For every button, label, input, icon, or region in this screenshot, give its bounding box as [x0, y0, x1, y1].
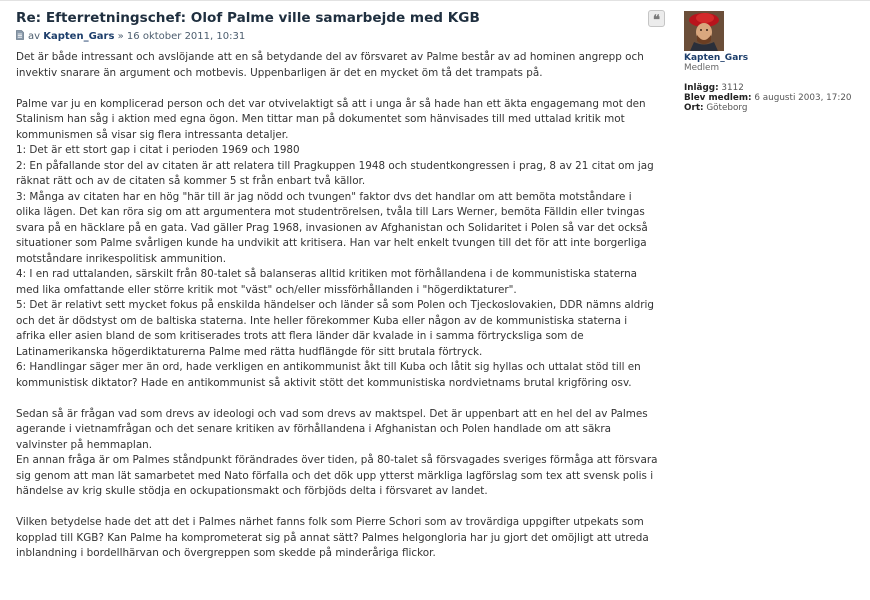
avatar[interactable] [684, 11, 724, 51]
post-text-line: Palme var ju en komplicerad person och det var otvivelaktigt så att i unga år så hade han ett äkta engagemang mot den [16, 97, 646, 110]
post-text-line: kopplad till KGB? Kan Palme ha komprometerat sig på annat sätt? Palmes helgongloria har ju gjort det omöjligt att utreda [16, 531, 649, 544]
post-date: 16 oktober 2011, 10:31 [126, 31, 246, 42]
post-text-line: 1: Det är ett stort gap i citat i perioden 1969 och 1980 [16, 144, 300, 156]
profile-location-value: Göteborg [706, 103, 748, 113]
post-text-line: En annan fråga är om Palmes ståndpunkt förändrades över tiden, på 80-talet så försvagades sveriges förmåga att försvara [16, 454, 658, 466]
post-text-line: Sedan så är frågan vad som drevs av ideologi och vad som drevs av maktspel. Det är uppenbart att en hel del av Palmes [16, 407, 648, 420]
post-title[interactable]: Re: Efterretningschef: Olof Palme ville samarbejde med KGB [16, 10, 480, 26]
profile-location-label: Ort: [684, 103, 704, 113]
post-paragraph [16, 407, 656, 500]
post-text-line: invektiv snarare än argument och motbevis. Uppenbarligen är det en mycket öm tå det trampats på. [16, 66, 543, 79]
post-text-line: med lika omfattande eller större kritik mot "väst" och/eller missförhållanden i "högerdiktaturer". [16, 283, 517, 296]
post-text-line: valvinster på hemmaplan. [16, 438, 153, 451]
profile-joined-label: Blev medlem: [684, 93, 752, 103]
post-text-line: agerande i vietnamfrågan och det senare kritiken av förhållandena i Afghanistan och Polen handlade om att säkra [16, 423, 611, 435]
post-text-line: sig genom att man lät samarbetet med Nato förfalla och det dök upp ytterst märkliga lagförslag som tex att svensk polis i [16, 469, 654, 482]
profile-posts-value: 3112 [721, 83, 744, 93]
profile-rank: Medlem [684, 63, 720, 73]
post-text-line: Det är både intressant och avslöjande att en så betydande del av försvaret av Palme består av ad hominen angrepp och [16, 51, 644, 63]
post-text-line: kommunistisk diktator? Hade en antikommunist så aktivit stött det kommunistiska nordvietnams brutal krigföring osv. [16, 376, 632, 389]
post-meta [16, 30, 245, 42]
profile-posts-row [684, 83, 864, 93]
post-content [16, 50, 656, 577]
post-text-line: och det är dödstyst om de baltiska staterna. Inte heller förekommer Kuba eller någon av de kommunistiska staterna i [16, 314, 628, 327]
profile-stats [684, 83, 864, 113]
post-paragraph [16, 50, 656, 81]
profile-joined-value: 6 augusti 2003, 17:20 [754, 93, 852, 103]
profile-joined-row [684, 93, 864, 103]
post-text-line: kommunismen så visar sig flera intressanta detaljer. [16, 128, 289, 141]
post-text-line: 4: I en rad uttalanden, särskilt från 80-talet så balanseras alltid kritiken mot förhållandena i de kommunistiska staterna [16, 268, 638, 280]
post-text-line: 2: En påfallande stor del av citaten är att relatera till Pragkuppen 1948 och studentkongressen i prag, 8 av 21 citat om jag [16, 159, 654, 172]
post-author-link[interactable]: Kapten_Gars [43, 31, 115, 42]
post-document-icon[interactable] [16, 30, 24, 40]
post-text-line: Latinamerikanska högerdiktaturerna Palme med rätta hudflängde för sitt brutala förtryck. [16, 345, 483, 358]
quote-button[interactable] [648, 10, 665, 27]
post-text-line: situationer som Palme svårligen kunde ha undvikit att kritisera. Han var helt enkelt tvungen till det för att inte borgerliga [16, 237, 647, 249]
post-paragraph [16, 515, 656, 562]
post-text-line: 5: Det är relativt sett mycket fokus på enskilda händelser och länder så som Polen och Tjeckoslovakien, DDR nämns aldrig [16, 299, 655, 311]
post-text-line: 3: Många av citaten har en hög "här till är jag nödd och tvungen" faktor dvs det handlar om att bemöta motståndare i [16, 190, 632, 203]
post-text-line: Stalinism han såg i aktion med egna ögon. Men tittar man på dokumentet som hänvisades till med uttalad kritik mot [16, 113, 625, 125]
meta-prefix: av [28, 31, 41, 42]
meta-separator: » [117, 31, 124, 42]
profile-posts-label: Inlägg: [684, 83, 719, 93]
post-text-line: räknat rätt och av de citaten så kommer 5 st från enbart två källor. [16, 175, 366, 187]
profile-location-row [684, 103, 864, 113]
post-text-line: händelse av krig skulle stödja en ockupationsmakt och förbjöds delta i försvaret av landet. [16, 485, 488, 497]
post-text-line: svara på en häcklare på en gata. Vad gäller Prag 1968, invasionen av Afghanistan och Solidaritet i Polen så var det också [16, 221, 648, 234]
quote-icon: ❝ [653, 13, 660, 28]
post-text-line: inblandning i bordellhärvan och övergreppen som skedde på minderåriga flickor. [16, 547, 436, 559]
post-paragraph [16, 97, 656, 392]
profile-username[interactable]: Kapten_Gars [684, 53, 749, 63]
post-text-line: 6: Handlingar säger mer än ord, hade verkligen en antikommunist åkt till Kuba och låtit sig hyllas och uttalat stöd till en [16, 361, 641, 373]
author-profile [684, 11, 864, 113]
post-text-line: afrika eller asien bland de som kritiserades trots att flera länder där kvalade in i samma förtrycksliga som de [16, 330, 584, 342]
post-text-line: olika lägen. Det kan röra sig om att argumentera mot studentrörelsen, tvåla till Lars Werner, bemöta Fälldin eller tvingas [16, 206, 645, 218]
post-text-line: motståndare inrikespolitisk ammunition. [16, 252, 227, 265]
avatar-portrait-icon [684, 11, 724, 51]
post-text-line: Vilken betydelse hade det att det i Palmes närhet fanns folk som Pierre Schori som av trovärdiga uppgifter utpekats som [16, 516, 644, 528]
